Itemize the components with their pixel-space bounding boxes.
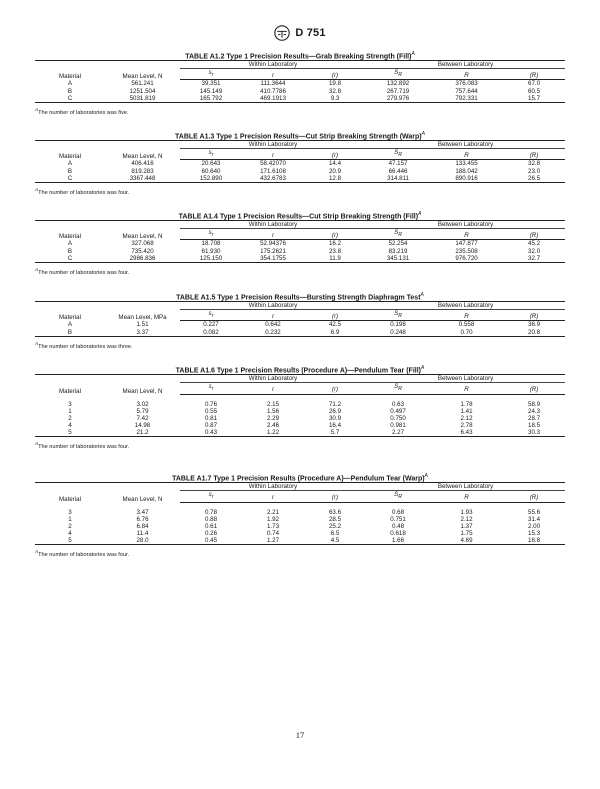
symbol-header: R: [430, 149, 503, 160]
table-cell: 32.0: [528, 247, 541, 255]
table-cell: 26.9: [328, 408, 342, 416]
table-cell: 432.6783: [242, 175, 304, 183]
table-cell: 0.497: [390, 408, 406, 416]
table-cell: 19.8: [328, 80, 342, 88]
table-cell: 0.981: [390, 422, 406, 430]
symbol-header: (r): [304, 229, 366, 240]
table-cell: 792.331: [430, 95, 503, 103]
table-cell: 4.69: [430, 537, 503, 545]
table-cell: 145.149: [199, 87, 223, 95]
table-cell: 147.877: [455, 240, 478, 248]
symbol-header: $S_R$: [366, 69, 430, 80]
table-a1-7-block: [35, 470, 565, 559]
table-cell: 171.6108: [260, 167, 286, 175]
symbol-header: $s_r$: [180, 383, 242, 395]
table-cell: 5.7: [304, 429, 366, 437]
symbol-header: $S_R$: [366, 383, 430, 395]
symbol-header: $s_r$: [180, 149, 242, 160]
table-cell: 152.890: [180, 175, 242, 183]
table-cell: 5: [35, 429, 105, 437]
table-row: [35, 240, 565, 248]
table-a1-5-block: [35, 289, 565, 351]
precision-table: [35, 301, 565, 337]
table-cell: 61.930: [201, 247, 221, 255]
table-cell: 0.78: [204, 509, 218, 517]
table-cell: 23.8: [328, 247, 342, 255]
table-cell: 1: [68, 516, 72, 524]
table-cell: 16.2: [328, 240, 342, 248]
table-cell: 133.455: [455, 160, 478, 168]
table-cell: 354.1755: [242, 255, 304, 263]
table-cell: 0.74: [266, 530, 280, 538]
symbol-header: (R): [503, 310, 565, 321]
table-cell: 45.2: [528, 240, 541, 248]
col-material-header: Material: [35, 375, 105, 395]
table-cell: 52.94376: [260, 240, 286, 248]
table-cell: 7.42: [136, 415, 149, 423]
table-cell: 0.232: [242, 329, 304, 337]
table-cell: 327.068: [131, 239, 154, 247]
table-cell: 0.248: [366, 329, 430, 337]
symbol-header: r: [242, 149, 304, 160]
table-caption: TABLE A1.3 Type 1 Precision Results—Cut Strip Breaking Strength (Warp)$^A$: [175, 131, 425, 141]
table-cell: 410.7786: [260, 87, 286, 95]
within-lab-header: Within Laboratory: [180, 61, 366, 69]
table-cell: 32.7: [503, 255, 565, 263]
table-footnote: $^A$The number of laboratories was four.: [35, 267, 130, 276]
symbol-header: R: [430, 229, 503, 240]
table-cell: 1.93: [460, 509, 473, 517]
table-footnote: $^A$The number of laboratories was four.: [35, 441, 130, 451]
table-cell: 0.750: [390, 415, 406, 423]
table-cell: 0.55: [204, 408, 218, 416]
table-cell: 67.0: [528, 80, 541, 88]
symbol-header: r: [242, 491, 304, 503]
symbol-header: r: [242, 229, 304, 240]
table-cell: 21.2: [105, 429, 180, 437]
table-cell: 23.0: [528, 167, 541, 175]
table-cell: 24.3: [528, 408, 541, 416]
table-cell: 14.4: [328, 160, 342, 168]
table-cell: 345.131: [366, 255, 430, 263]
table-cell: 0.87: [204, 422, 218, 430]
within-lab-header: Within Laboratory: [180, 141, 366, 149]
col-material-header: Material: [35, 221, 105, 240]
table-cell: 1.27: [242, 537, 304, 545]
table-cell: 18.5: [528, 422, 541, 430]
table-row: [35, 80, 565, 88]
table-caption: TABLE A1.2 Type 1 Precision Results—Grab Breaking Strength (Fill)$^A$: [185, 51, 415, 61]
table-cell: 165.792: [180, 95, 242, 103]
table-cell: 0.61: [204, 523, 218, 531]
table-row: [35, 516, 565, 523]
table-cell: 2.46: [266, 422, 280, 430]
precision-table: [35, 220, 565, 263]
between-lab-header: Between Laboratory: [366, 483, 565, 491]
col-mean-header: Mean Level, MPa: [105, 302, 180, 321]
table-cell: 5.79: [136, 408, 149, 416]
table-cell: A: [67, 239, 73, 247]
table-row: [35, 408, 565, 415]
table-cell: 4: [68, 422, 72, 430]
table-cell: 20.8: [503, 329, 565, 337]
table-row: [35, 321, 565, 329]
table-cell: 58.9: [528, 401, 541, 409]
table-a1-6-block: [35, 362, 565, 451]
document-designation: D 751: [295, 27, 326, 39]
table-cell: 314.811: [366, 175, 430, 183]
table-cell: 0.618: [390, 530, 406, 538]
table-cell: A: [67, 320, 73, 328]
page-number: 17: [295, 730, 305, 740]
table-cell: 0.70: [430, 329, 503, 337]
table-cell: 0.198: [390, 321, 406, 329]
table-cell: 6.9: [304, 329, 366, 337]
table-cell: 125.150: [180, 255, 242, 263]
table-cell: 6.76: [136, 516, 149, 524]
table-cell: 31.4: [528, 516, 541, 524]
symbol-header: R: [430, 383, 503, 395]
table-cell: 14.98: [134, 422, 151, 430]
between-lab-header: Between Laboratory: [366, 221, 565, 229]
col-material-header: Material: [35, 61, 105, 80]
symbol-header: (R): [503, 229, 565, 240]
table-row: [35, 503, 565, 517]
col-material-header: Material: [35, 141, 105, 160]
table-footnote: $^A$The number of laboratories was five.: [35, 107, 129, 116]
table-caption: TABLE A1.7 Type 1 Precision Results (Procedure A)—Pendulum Tear (Warp)$^A$: [172, 473, 428, 483]
table-cell: 0.48: [392, 523, 405, 531]
table-cell: 52.254: [388, 240, 408, 248]
table-row: [35, 175, 565, 183]
table-row: [35, 329, 565, 337]
table-a1-4-block: [35, 208, 565, 277]
table-cell: 0.81: [204, 415, 218, 423]
table-cell: 2.12: [460, 415, 473, 423]
table-cell: B: [35, 329, 105, 337]
col-mean-header: Mean Level, N: [105, 141, 180, 160]
table-cell: 1.22: [242, 429, 304, 437]
symbol-header: (r): [304, 491, 366, 503]
symbol-header: R: [430, 491, 503, 503]
table-cell: 1.66: [366, 537, 430, 545]
table-cell: 25.2: [328, 523, 342, 531]
col-mean-header: Mean Level, N: [105, 221, 180, 240]
table-cell: C: [35, 175, 105, 183]
symbol-header: $s_r$: [180, 491, 242, 503]
table-cell: 4: [68, 530, 72, 538]
table-cell: 20.643: [201, 160, 221, 168]
table-cell: 0.63: [392, 401, 405, 409]
precision-table: [35, 374, 565, 437]
table-cell: 32.8: [528, 160, 541, 168]
table-cell: 132.892: [386, 80, 410, 88]
table-cell: 3: [68, 508, 72, 516]
within-lab-header: Within Laboratory: [180, 302, 366, 310]
table-caption: TABLE A1.4 Type 1 Precision Results—Cut Strip Breaking Strength (Fill)$^A$: [178, 211, 422, 221]
table-cell: 1.75: [460, 530, 473, 538]
table-row: [35, 160, 565, 168]
symbol-header: $S_R$: [366, 491, 430, 503]
table-cell: 28.5: [328, 516, 342, 524]
between-lab-header: Between Laboratory: [366, 141, 565, 149]
col-mean-header: Mean Level, N: [105, 375, 180, 395]
table-caption: TABLE A1.5 Type 1 Precision Results—Bursting Strength Diaphragm Test$^A$: [176, 292, 424, 302]
table-cell: 267.719: [386, 87, 410, 95]
table-cell: 9.3: [304, 95, 366, 103]
symbol-header: (R): [503, 491, 565, 503]
col-material-header: Material: [35, 483, 105, 503]
table-cell: B: [67, 247, 73, 255]
table-cell: 20.9: [328, 167, 342, 175]
page-header: [0, 22, 600, 44]
table-cell: A: [67, 79, 73, 87]
table-a1-3-block: [35, 128, 565, 197]
symbol-header: r: [242, 383, 304, 395]
table-cell: 60.640: [201, 167, 221, 175]
table-cell: B: [67, 87, 73, 95]
table-caption: TABLE A1.6 Type 1 Precision Results (Procedure A)—Pendulum Tear (Fill)$^A$: [175, 365, 425, 375]
symbol-header: (r): [304, 310, 366, 321]
table-cell: 1.78: [460, 401, 473, 409]
table-cell: 1.56: [266, 408, 280, 416]
symbol-header: (r): [304, 149, 366, 160]
table-row: [35, 429, 565, 437]
symbol-header: r: [242, 310, 304, 321]
table-cell: 12.8: [304, 175, 366, 183]
table-row: [35, 255, 565, 263]
table-cell: 0.751: [390, 516, 406, 524]
table-cell: 6.43: [430, 429, 503, 437]
table-cell: 0.26: [204, 530, 218, 538]
table-cell: 0.227: [203, 321, 219, 329]
table-cell: 47.157: [388, 160, 408, 168]
table-footnote: $^A$The number of laboratories was three.: [35, 340, 133, 350]
table-row: [35, 523, 565, 530]
symbol-header: (r): [304, 383, 366, 395]
table-cell: 0.082: [180, 329, 242, 337]
table-cell: 28.0: [105, 537, 180, 545]
table-row: [35, 395, 565, 409]
table-cell: 279.976: [366, 95, 430, 103]
table-cell: 1251.504: [129, 87, 156, 95]
precision-table: [35, 60, 565, 103]
symbol-header: (R): [503, 69, 565, 80]
table-cell: 2.00: [528, 523, 541, 531]
table-cell: 406.416: [131, 159, 154, 167]
col-mean-header: Mean Level, N: [105, 483, 180, 503]
table-cell: 11.4: [136, 530, 149, 538]
table-cell: 1.92: [266, 516, 280, 524]
table-cell: 32.8: [328, 87, 342, 95]
between-lab-header: Between Laboratory: [366, 375, 565, 383]
table-cell: 16.8: [503, 537, 565, 545]
symbol-header: $S_R$: [366, 310, 430, 321]
table-cell: 5031.819: [105, 95, 180, 103]
table-cell: 15.3: [528, 530, 541, 538]
table-row: [35, 168, 565, 175]
table-cell: 561.241: [131, 79, 154, 87]
precision-table: [35, 140, 565, 183]
table-cell: 376.083: [455, 80, 478, 88]
table-cell: 66.446: [388, 167, 408, 175]
symbol-header: $S_R$: [366, 229, 430, 240]
table-cell: 71.2: [328, 401, 342, 409]
symbol-header: R: [430, 310, 503, 321]
table-cell: 735.420: [131, 247, 154, 255]
table-cell: 2986.836: [105, 255, 180, 263]
table-cell: 819.283: [131, 167, 154, 175]
table-row: [35, 415, 565, 422]
col-material-header: Material: [35, 302, 105, 321]
table-cell: 42.5: [328, 321, 342, 329]
table-cell: 2.27: [366, 429, 430, 437]
table-cell: 30.9: [328, 415, 342, 423]
table-cell: 26.5: [503, 175, 565, 183]
table-cell: 30.3: [503, 429, 565, 437]
table-cell: 1.37: [460, 523, 473, 531]
table-cell: 0.558: [458, 321, 475, 329]
table-cell: 2.29: [266, 415, 280, 423]
table-cell: 3367.448: [105, 175, 180, 183]
table-cell: 2.78: [460, 422, 473, 430]
table-cell: 111.3644: [260, 80, 286, 88]
table-cell: 3.37: [105, 329, 180, 337]
table-row: [35, 248, 565, 255]
table-cell: 3.47: [136, 508, 149, 516]
table-cell: 18.708: [201, 240, 221, 248]
table-cell: 2.15: [266, 401, 280, 409]
table-cell: 1.41: [460, 408, 473, 416]
table-cell: 0.68: [392, 509, 405, 517]
table-cell: 36.9: [528, 321, 541, 329]
table-cell: 0.88: [204, 516, 218, 524]
table-cell: 469.1913: [242, 95, 304, 103]
symbol-header: r: [242, 69, 304, 80]
table-cell: 60.5: [528, 87, 541, 95]
table-cell: 16.4: [328, 422, 342, 430]
table-cell: C: [35, 95, 105, 103]
col-mean-header: Mean Level, N: [105, 61, 180, 80]
table-cell: 976.720: [430, 255, 503, 263]
table-row: [35, 422, 565, 429]
between-lab-header: Between Laboratory: [366, 61, 565, 69]
table-row: [35, 537, 565, 545]
table-cell: C: [35, 255, 105, 263]
table-row: [35, 530, 565, 537]
table-cell: 2: [68, 523, 72, 531]
table-cell: 63.6: [328, 509, 342, 517]
table-cell: 6.5: [330, 530, 340, 538]
table-cell: 890.916: [430, 175, 503, 183]
symbol-header: $S_R$: [366, 149, 430, 160]
within-lab-header: Within Laboratory: [180, 483, 366, 491]
table-cell: 0.43: [180, 429, 242, 437]
table-cell: 757.644: [455, 87, 478, 95]
table-cell: 2.21: [266, 509, 280, 517]
table-footnote: $^A$The number of laboratories was four.: [35, 549, 130, 559]
table-cell: 11.9: [304, 255, 366, 263]
table-cell: 0.45: [180, 537, 242, 545]
table-cell: 235.508: [455, 247, 478, 255]
table-cell: 188.042: [455, 167, 478, 175]
table-cell: 28.7: [528, 415, 541, 423]
within-lab-header: Within Laboratory: [180, 375, 366, 383]
astm-logo-icon: [274, 25, 290, 41]
table-cell: 83.219: [388, 247, 408, 255]
symbol-header: (R): [503, 149, 565, 160]
table-cell: 15.7: [503, 95, 565, 103]
table-cell: 55.6: [528, 509, 541, 517]
table-footnote: $^A$The number of laboratories was four.: [35, 187, 130, 196]
symbol-header: R: [430, 69, 503, 80]
table-cell: 3.02: [136, 400, 149, 408]
table-cell: 2: [68, 415, 72, 423]
table-cell: A: [67, 159, 73, 167]
table-row: [35, 88, 565, 95]
precision-table: [35, 482, 565, 545]
table-cell: 2.12: [460, 516, 473, 524]
within-lab-header: Within Laboratory: [180, 221, 366, 229]
symbol-header: $s_r$: [180, 69, 242, 80]
table-cell: 1.51: [136, 320, 149, 328]
table-cell: 0.642: [265, 321, 281, 329]
table-row: [35, 95, 565, 103]
table-cell: 4.5: [304, 537, 366, 545]
symbol-header: (r): [304, 69, 366, 80]
table-cell: 39.351: [201, 80, 221, 88]
table-cell: 0.76: [204, 401, 218, 409]
symbol-header: $s_r$: [180, 310, 242, 321]
table-cell: 5: [35, 537, 105, 545]
table-cell: B: [67, 167, 73, 175]
table-cell: 3: [68, 400, 72, 408]
table-cell: 6.84: [136, 523, 149, 531]
table-cell: 1: [68, 408, 72, 416]
table-cell: 1.73: [266, 523, 280, 531]
table-a1-2-block: [35, 48, 565, 117]
table-cell: 58.42070: [260, 160, 286, 168]
symbol-header: (R): [503, 383, 565, 395]
between-lab-header: Between Laboratory: [366, 302, 565, 310]
symbol-header: $s_r$: [180, 229, 242, 240]
table-cell: 175.2621: [260, 247, 286, 255]
